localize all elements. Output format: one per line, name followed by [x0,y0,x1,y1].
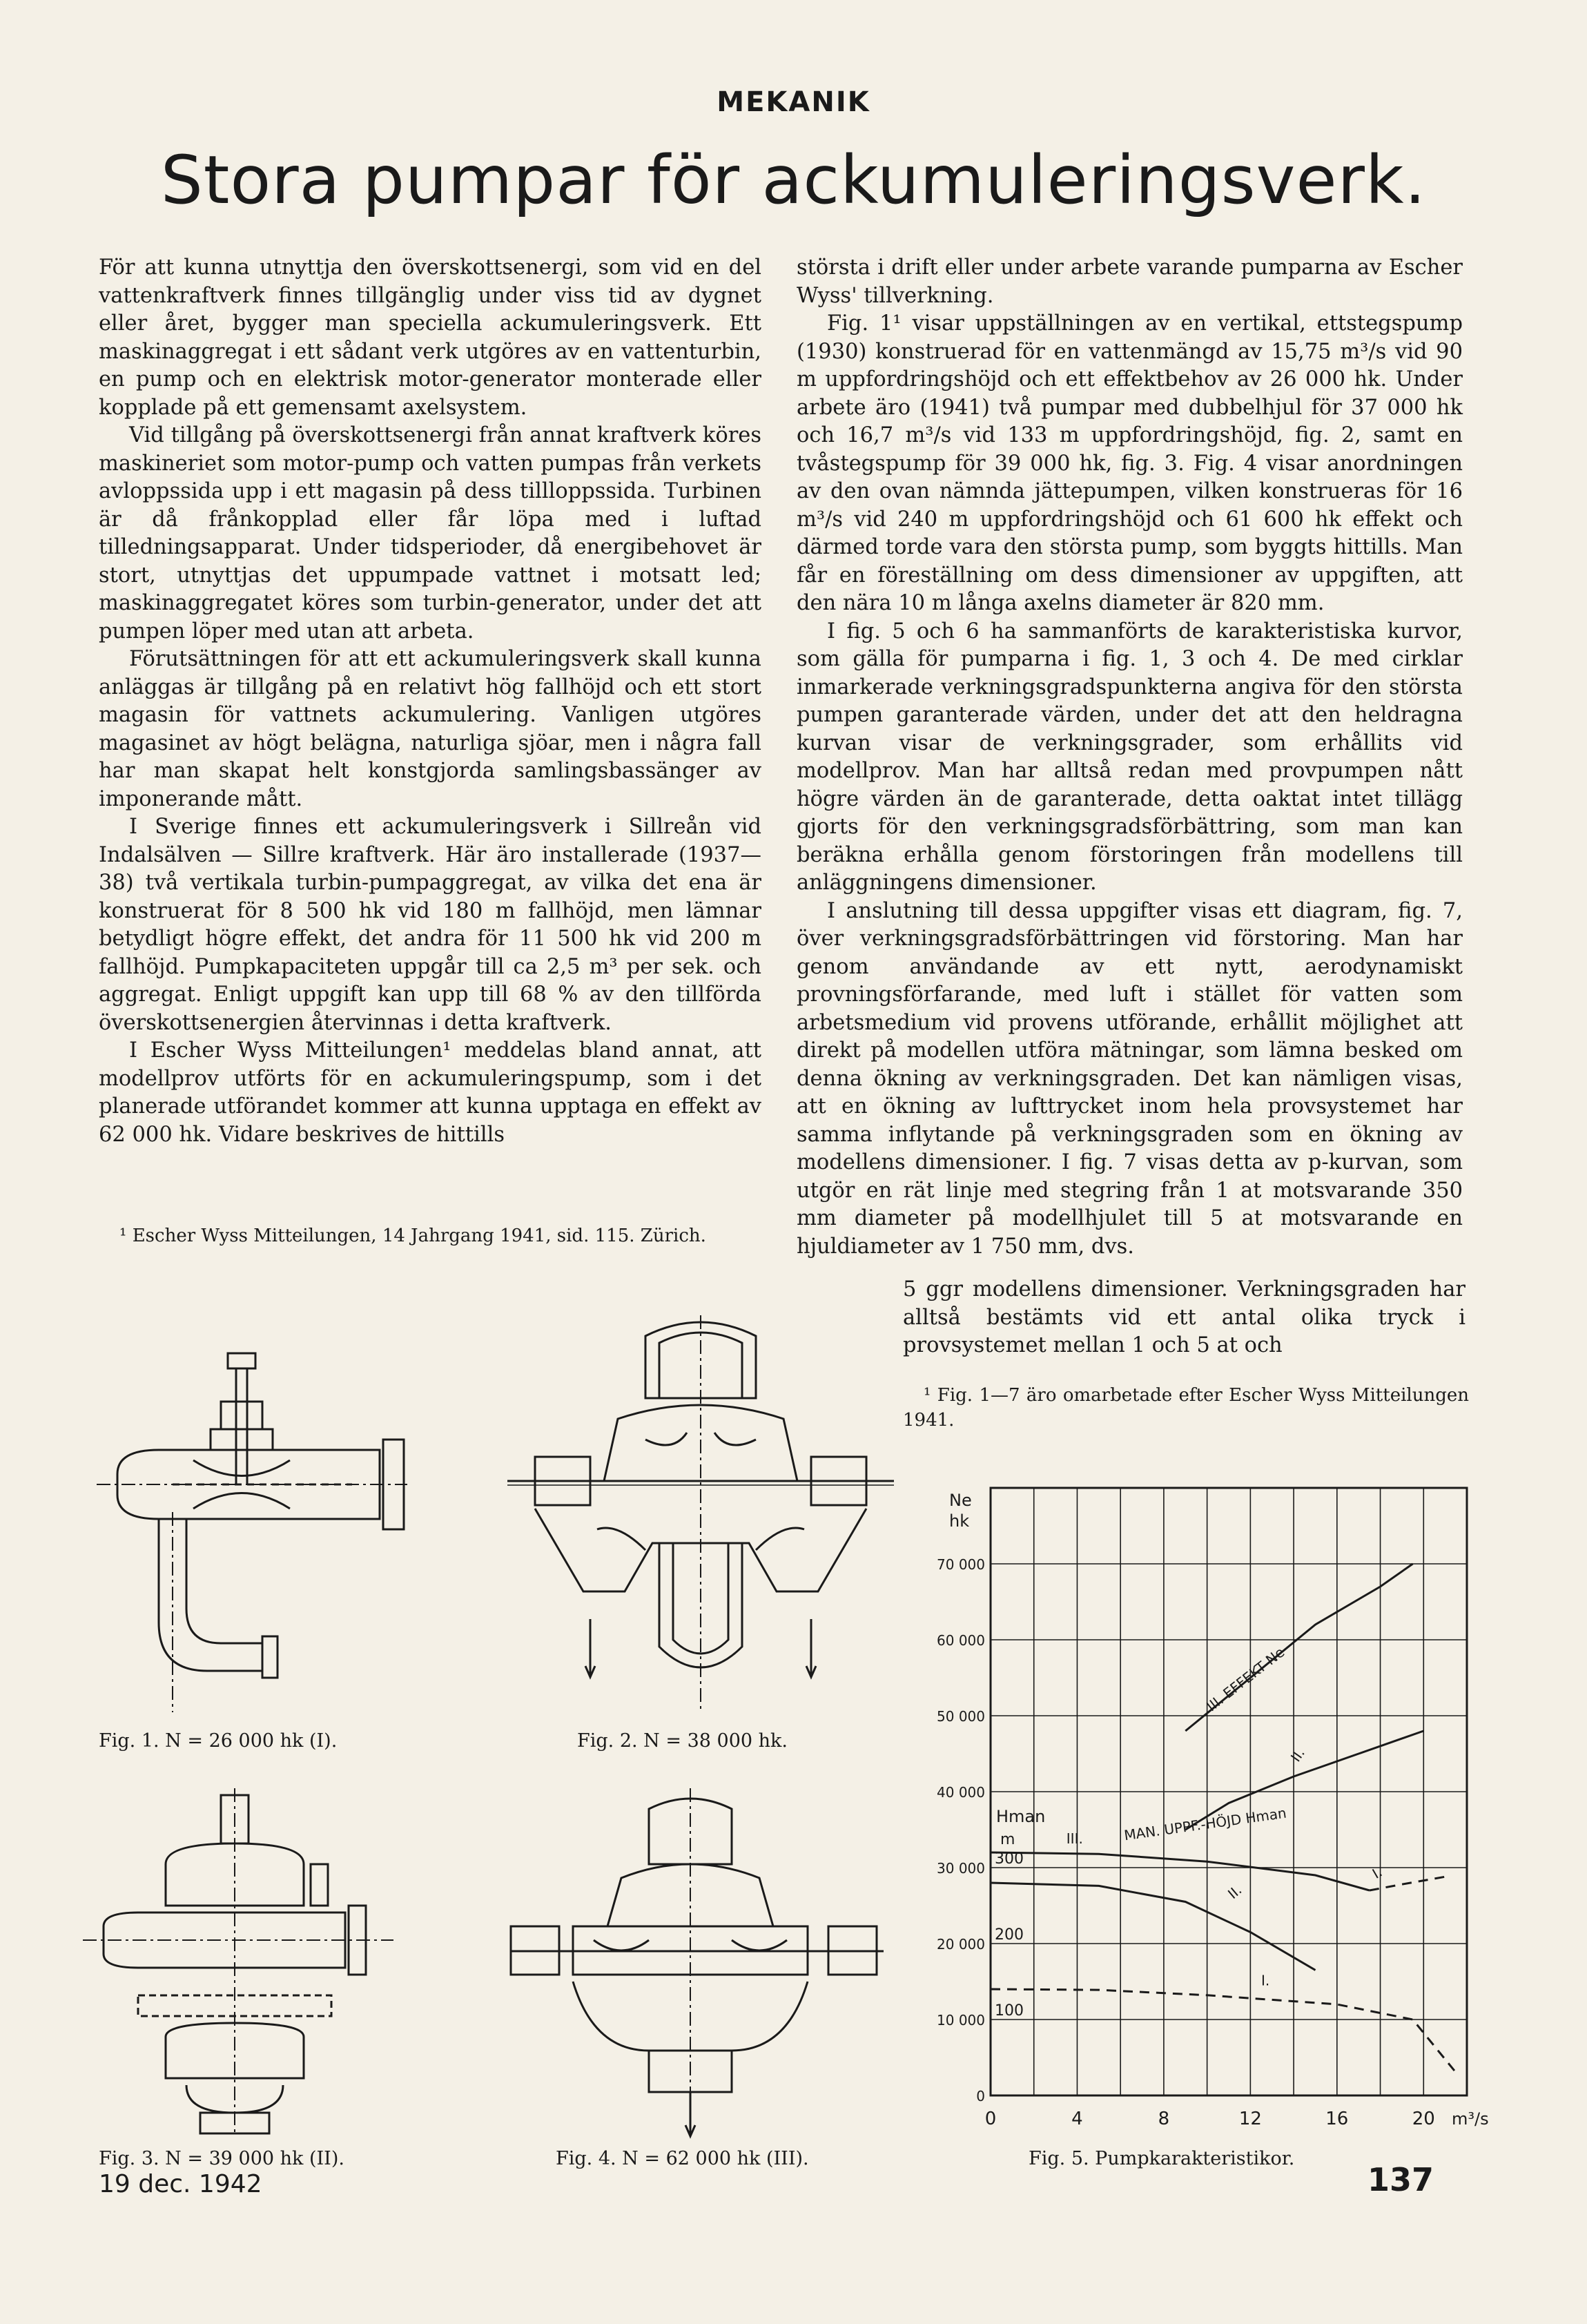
x-tick-label: 16 [1325,2109,1349,2129]
fig5-caption: Fig. 5. Pumpkarakteristikor. [1029,2148,1295,2169]
issue-date: 19 dec. 1942 [99,2170,262,2198]
fig2-caption: Fig. 2. N = 38 000 hk. [577,1730,788,1752]
fig1-drawing [90,1346,414,1719]
paragraph: Fig. 1¹ visar uppställningen av en vertikal, ettstegspump (1930) konstruerad för en vattenmängd av 15,75 m³/s vid 90 m uppfordringshöjd och ett effektbehov av 26 000 hk. Under arbete äro (1941) två pumpar med dubbelhjul för 37 000 hk och 16,7 m³/s vid 133 m uppfordringshöjd, fig. 2, samt en tvåstegspump för 39 000 hk, fig. 3. Fig. 4 visar anordningen av den ovan nämnda jättepumpen, vilken konstrueras för 16 m³/s vid 240 m uppfordringshöjd och 61 600 hk effekt och därmed torde vara den största pump, som byggts hittills. Man får en föreställning om dess dimensioner av uppgiften, att den nära 10 m långa axelns diameter är 820 mm. [797,311,1463,615]
x-tick-label: 4 [1071,2109,1083,2129]
right-column [797,254,1463,1261]
article-title: Stora pumpar för ackumuleringsverk. [160,142,1427,219]
chart-annotation: III. [1066,1830,1083,1847]
y-tick-label: 10 000 [937,2012,985,2028]
inner-tick-label: 100 [995,2002,1024,2020]
inner-axis-label-unit: m [1000,1831,1015,1848]
paragraph: I fig. 5 och 6 ha sammanförts de karakteristiska kurvor, som gälla för pumparna i fig. 1, 3 och 4. De med cirklar inmarkerade verkningsgradspunkterna angiva för den största pumpen garanterade värden, under det att den heldragna kurvan visar de verkningsgrader, som erhållits vid modellprov. Man har alltså redan med provpumpen nått högre värden än de garanterade, detta oaktat intet tillägg gjorts för den verkningsgradsförbättring, som man kan beräkna erhålla genom förstoringen från modellens till anläggningens dimensioner. [797,619,1463,895]
inner-tick-label: 300 [995,1850,1024,1868]
inner-tick-label: 200 [995,1926,1024,1944]
series-line-5 [991,1989,1456,2073]
chart-annotation: I. [1369,1863,1385,1882]
paragraph: För att kunna utnyttja den överskottsenergi, som vid en del vattenkraftverk finnes tillgänglig under viss tid av dygnet eller året, bygger man speciella ackumuleringsverk. Ett maskinaggregat i ett sådant verk utgöres av en vattenturbin, en pump och en elektrisk motor-generator monterade eller kopplade på ett gemensamt axelsystem. [99,255,761,420]
fig2-drawing [507,1315,894,1716]
y-tick-label: 0 [976,2088,985,2104]
y-tick-label: 70 000 [937,1556,985,1573]
fig4-caption: Fig. 4. N = 62 000 hk (III). [556,2148,809,2169]
inner-axis-label: Hman [996,1807,1046,1826]
footnote-right [903,1383,1469,1433]
x-tick-label: 0 [984,2109,997,2129]
footnote-text: ¹ Escher Wyss Mitteilungen, 14 Jahrgang 1941, sid. 115. Zürich. [119,1226,706,1246]
y-axis-label-unit: hk [949,1511,970,1531]
chart-annotation: III. EFFEKT Ne [1203,1643,1288,1715]
y-tick-label: 40 000 [937,1784,985,1801]
y-axis-label: Ne [949,1491,972,1510]
y-tick-label: 30 000 [937,1860,985,1877]
footnote-text: ¹ Fig. 1—7 äro omarbetade efter Escher Wyss Mitteilungen 1941. [903,1385,1469,1431]
chart-annotation: II. [1287,1745,1308,1765]
y-tick-label: 50 000 [937,1708,985,1725]
x-tick-label: 12 [1238,2109,1262,2129]
right-narrow-paragraph: 5 ggr modellens dimensioner. Verkningsgraden har alltså bestämts vid ett antal olika tryck i provsystemet mellan 1 och 5 at och [903,1277,1466,1357]
paragraph: Vid tillgång på överskottsenergi från annat kraftverk köres maskineriet som motor-pump och vatten pumpas från verkets avloppssida upp i ett magasin på dess tillloppssida. Turbinen är då frånkopplad eller får löpa med i luftad tilledningsapparat. Under tidsperioder, då energibehovet är stort, utnyttjas det uppumpade vattnet i motsatt led; maskinaggregatet köres som turbin-generator, under det att pumpen löper med utan att arbeta. [99,423,761,643]
fig1-caption: Fig. 1. N = 26 000 hk (I). [99,1730,338,1752]
fig5-chart [897,1450,1489,2129]
left-column [99,254,761,1149]
x-tick-label: 20 [1412,2109,1435,2129]
y-tick-label: 20 000 [937,1936,985,1953]
fig3-drawing [83,1788,407,2140]
x-tick-label: 8 [1158,2109,1170,2129]
fig4-drawing [511,1788,884,2140]
fig3-caption: Fig. 3. N = 39 000 hk (II). [99,2148,344,2169]
chart-annotation: MAN. UPPF.-HÖJD Hman [1122,1804,1287,1844]
paragraph: Förutsättningen för att ett ackumuleringsverk skall kunna anläggas är tillgång på en relativt hög fallhöjd och ett stort magasin för vattnets ackumulering. Vanligen utgöres magasinet av högt belägna, naturliga sjöar, men i några fall har man skapat helt konstgjorda samlingsbassänger av imponerande mått. [99,647,761,811]
paragraph: I Escher Wyss Mitteilungen¹ meddelas bland annat, att modellprov utförts för en ackumuleringspump, som i det planerade utförandet kommer att kunna upptaga en effekt av 62 000 hk. Vidare beskrives de hittills [99,1038,761,1147]
section-label: MEKANIK [717,86,870,118]
page-number: 137 [1367,2161,1434,2198]
y-tick-label: 60 000 [937,1632,985,1649]
series-line-4 [991,1883,1316,1970]
chart-annotation: II. [1225,1881,1245,1903]
x-axis-label: m³/s [1452,2109,1489,2129]
paragraph: I anslutning till dessa uppgifter visas ett diagram, fig. 7, över verkningsgradsförbättringen vid förstoring. Man har genom användande av ett nytt, aerodynamiskt provningsförfarande, med luft i stället för vatten som arbetsmedium vid provens utförande, erhållit möjlighet att direkt på modellen utföra mätningar, som lämna besked om denna ökning av verkningsgraden. Det kan nämligen visas, att en ökning av lufttrycket inom hela provsystemet har samma inflytande på verkningsgraden som en ökning av modellens dimensioner. I fig. 7 visas detta av p-kurvan, som utgör en rät linje med stegring från 1 at motsvarande 350 mm diameter på modellhjulet till 5 at motsvarande en hjuldiameter av 1 750 mm, dvs. [797,898,1463,1259]
chart-annotation: I. [1261,1972,1270,1989]
footnote-left [99,1223,761,1248]
paragraph: I Sverige finnes ett ackumuleringsverk i Sillreån vid Indalsälven — Sillre kraftverk. Här äro installerade (1937—38) två vertikala turbin-pumpaggregat, av vilka det ena är konstruerat för 8 500 hk vid 180 m fallhöjd, men lämnar betydligt högre effekt, det andra för 11 500 hk vid 200 m fallhöjd. Pumpkapaciteten uppgår till ca 2,5 m³ per sek. och aggregat. Enligt uppgift kan upp till 68 % av den tillförda överskottsenergien återvinnas i detta kraftverk. [99,815,761,1035]
paragraph: största i drift eller under arbete varande pumparna av Escher Wyss' tillverkning. [797,255,1463,308]
